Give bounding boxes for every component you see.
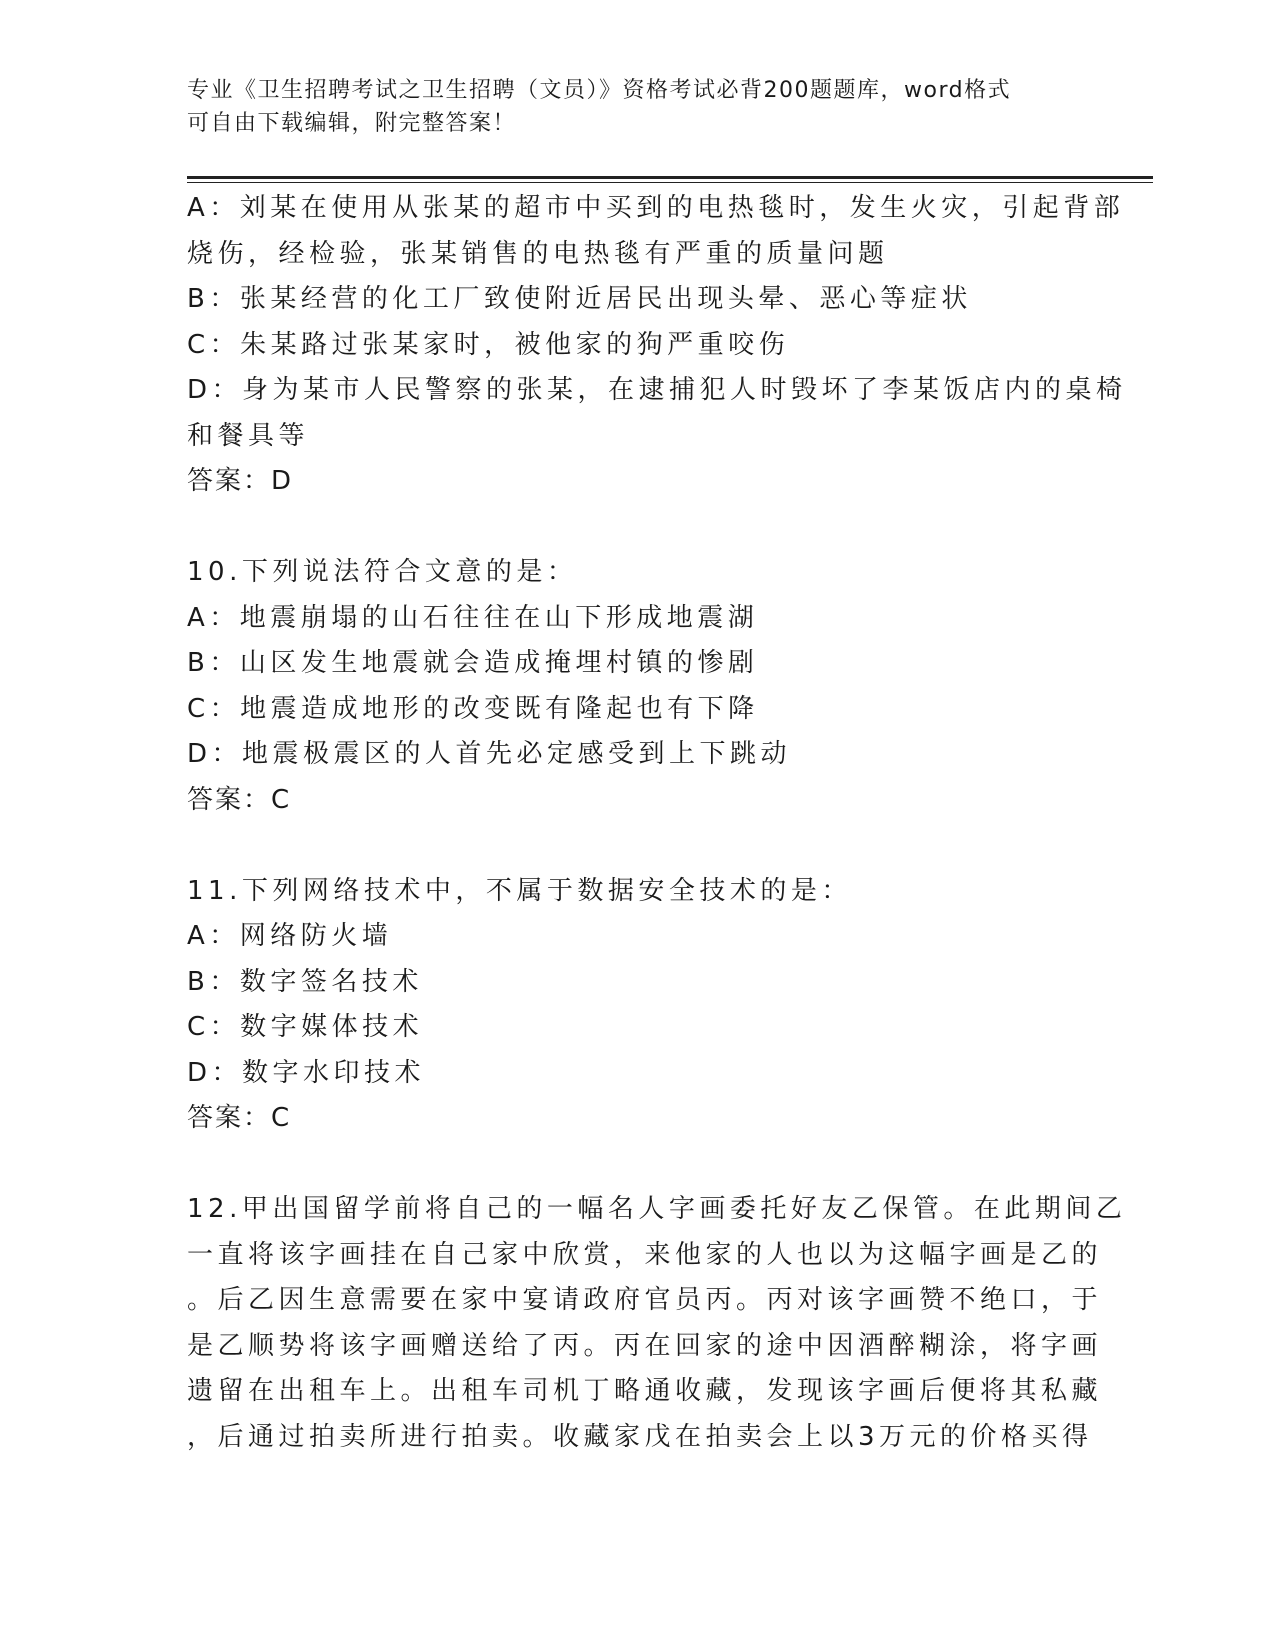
option-a-line-1: A：刘某在使用从张某的超市中买到的电热毯时，发生火灾，引起背部 xyxy=(187,193,1125,223)
question-text-line-1: 12.甲出国留学前将自己的一幅名人字画委托好友乙保管。在此期间乙 xyxy=(187,1194,1127,1224)
header-line-1: 专业《卫生招聘考试之卫生招聘（文员）》资格考试必背200题题库，word格式 xyxy=(187,78,1012,103)
header-rule-thin xyxy=(187,182,1153,183)
option-b: B：山区发生地震就会造成掩埋村镇的惨剧 xyxy=(187,648,759,678)
option-d: D：数字水印技术 xyxy=(187,1057,426,1088)
question-text-line-4: 是乙顺势将该字画赠送给了丙。丙在回家的途中因酒醉糊涂，将字画 xyxy=(187,1330,1103,1361)
answer: 答案：C xyxy=(187,784,292,815)
question-text: 10.下列说法符合文意的是： xyxy=(187,557,578,587)
option-c: C：数字媒体技术 xyxy=(187,1012,424,1042)
option-a: A：网络防火墙 xyxy=(187,921,393,951)
question-12 xyxy=(187,1187,1127,1460)
option-a: A：地震崩塌的山石往往在山下形成地震湖 xyxy=(187,602,759,633)
document-body xyxy=(187,186,1127,1460)
question-text-line-5: 遗留在出租车上。出租车司机丁略通收藏，发现该字画后便将其私藏 xyxy=(187,1376,1103,1406)
option-c: C：朱某路过张某家时，被他家的狗严重咬伤 xyxy=(187,329,790,360)
option-a-line-2: 烧伤，经检验，张某销售的电热毯有严重的质量问题 xyxy=(187,238,889,269)
option-d-line-2: 和餐具等 xyxy=(187,420,310,451)
spacer xyxy=(187,1142,1087,1188)
answer: 答案：C xyxy=(187,1103,292,1133)
question-text-line-3: 。后乙因生意需要在家中宴请政府官员丙。丙对该字画赞不绝口，于 xyxy=(187,1285,1103,1315)
option-d-line-1: D：身为某市人民警察的张某，在逮捕犯人时毁坏了李某饭店内的桌椅 xyxy=(187,375,1127,405)
header-line-2: 可自由下载编辑，附完整答案！ xyxy=(187,111,517,136)
question-9 xyxy=(187,186,1127,505)
option-b: B：数字签名技术 xyxy=(187,966,423,997)
option-d: D：地震极震区的人首先必定感受到上下跳动 xyxy=(187,739,792,769)
option-b: B：张某经营的化工厂致使附近居民出现头晕、恶心等症状 xyxy=(187,284,972,314)
question-text: 11.下列网络技术中，不属于数据安全技术的是： xyxy=(187,875,852,906)
spacer xyxy=(187,505,1087,551)
header-rule-thick xyxy=(187,176,1153,179)
question-11 xyxy=(187,869,1087,1142)
spacer xyxy=(187,823,1087,869)
question-10 xyxy=(187,550,1087,823)
option-c: C：地震造成地形的改变既有隆起也有下降 xyxy=(187,693,759,724)
question-text-line-6: ，后通过拍卖所进行拍卖。收藏家戊在拍卖会上以3万元的价格买得 xyxy=(187,1421,1093,1452)
document-header xyxy=(187,74,1087,140)
question-text-line-2: 一直将该字画挂在自己家中欣赏，来他家的人也以为这幅字画是乙的 xyxy=(187,1239,1103,1270)
answer: 答案：D xyxy=(187,466,294,496)
